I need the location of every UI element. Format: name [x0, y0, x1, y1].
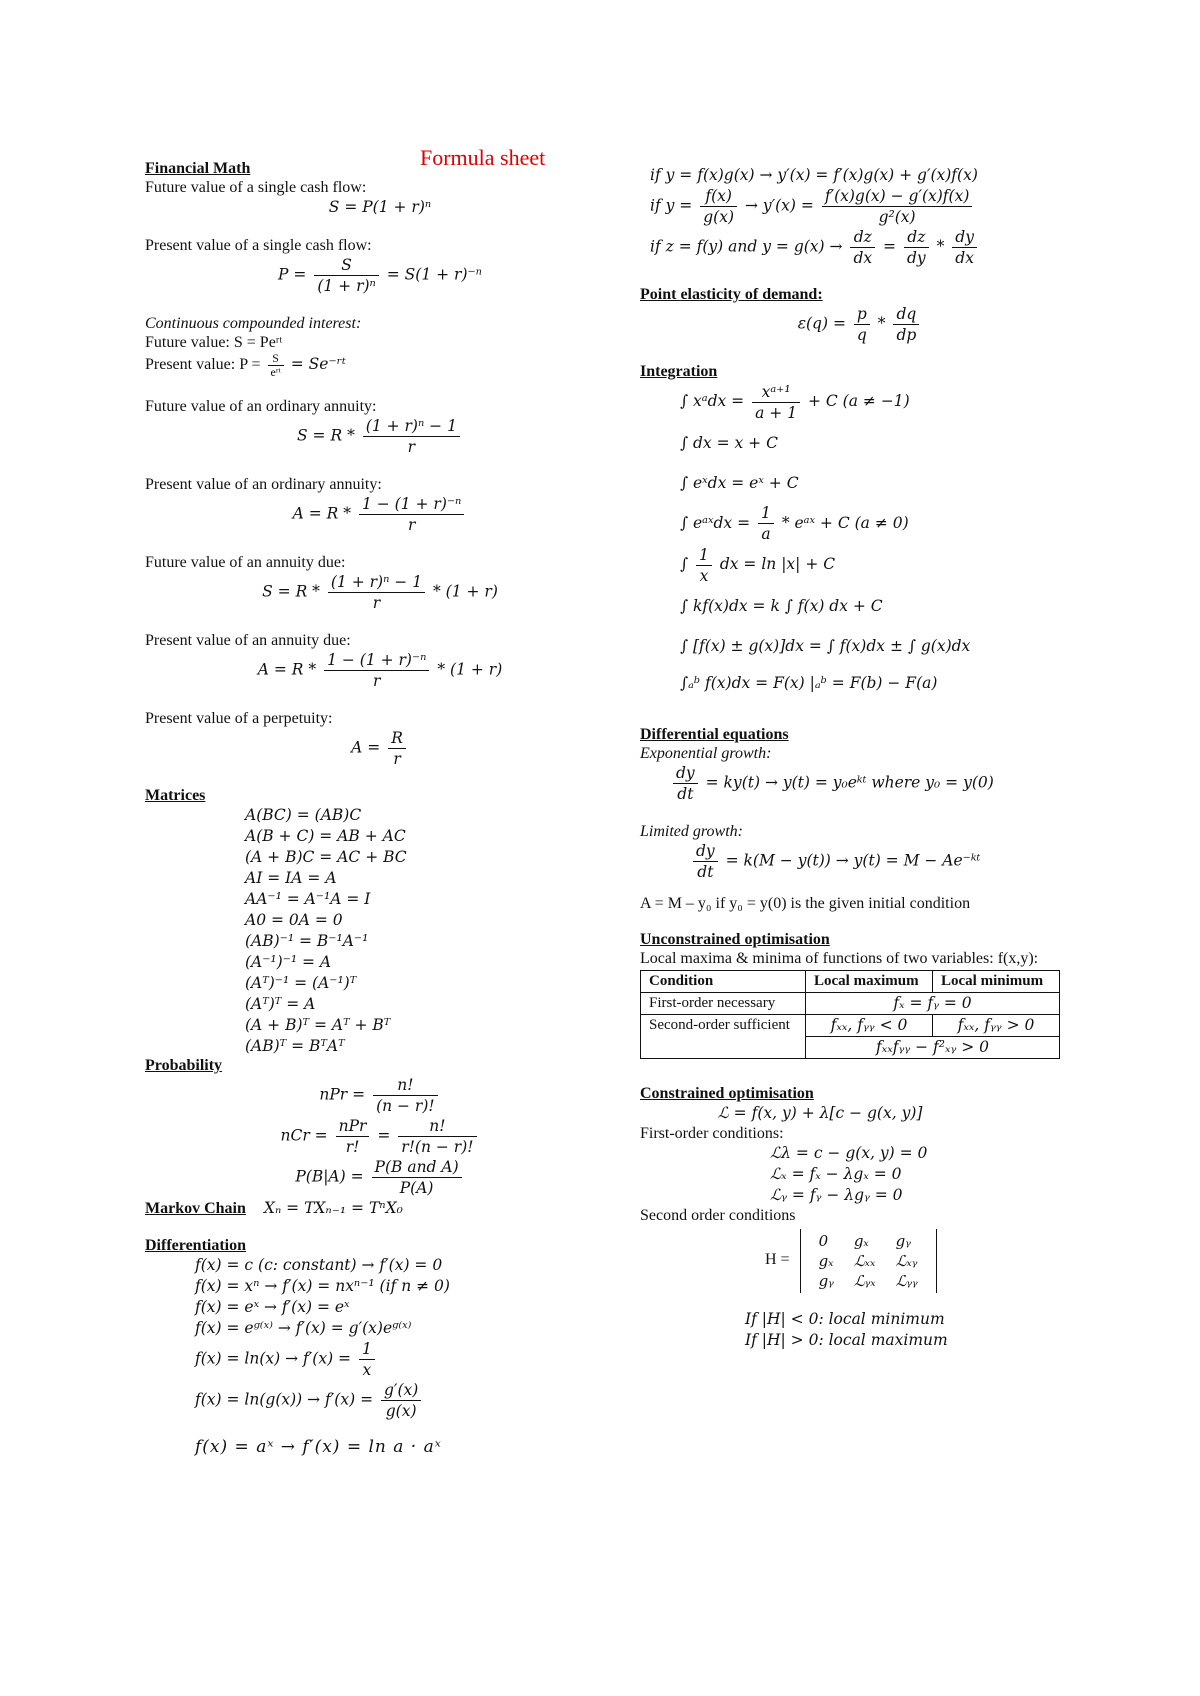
integral-exp: ∫ eˣdx = eˣ + C	[680, 473, 799, 492]
hessian-cell: ℒᵧᵧ	[895, 1271, 918, 1290]
matrix-identity: (Aᵀ)ᵀ = A	[245, 995, 316, 1013]
matrix-identity: A0 = 0A = 0	[245, 911, 343, 929]
cond-lhs: P(B|A) =	[295, 1167, 364, 1186]
matrices-list	[245, 805, 615, 1057]
limited-growth-formula	[690, 841, 1080, 882]
page-title: Formula sheet	[420, 145, 546, 170]
table-header-max: Local maximum	[806, 970, 933, 992]
elasticity-formula	[640, 304, 1080, 345]
pv-ordinary-lhs: A = R *	[292, 504, 352, 523]
unconstrained-heading: Unconstrained optimisation	[640, 930, 830, 948]
npr-formula	[145, 1075, 615, 1116]
limited-growth-note: A = M – y₀ if y₀ = y(0) is the given initial condition	[640, 894, 971, 912]
differentiation-rule: f(x) = xⁿ → f′(x) = nxⁿ⁻¹ (if n ≠ 0)	[195, 1277, 450, 1295]
table-header-min: Local minimum	[933, 970, 1060, 992]
pv-single-label: Present value of a single cash flow:	[145, 237, 372, 254]
table-row-first-order-value: fₓ = fᵧ = 0	[806, 992, 1060, 1014]
continuous-pv-rhs: = Se⁻ʳᵗ	[290, 355, 346, 374]
exp-den: dt	[673, 783, 698, 804]
matrix-identity: (A⁻¹)⁻¹ = A	[245, 953, 332, 971]
exp-rhs: = ky(t) → y(t) = y₀eᵏᵗ where y₀ = y(0)	[705, 773, 994, 791]
perpetuity-num: R	[391, 729, 403, 747]
product-rule: if y = f(x)g(x) → y′(x) = f′(x)g(x) + g′(x)f(x)	[650, 166, 978, 184]
npr-lhs: nPr =	[319, 1085, 366, 1104]
ncr-den1: r!	[336, 1136, 370, 1157]
elasticity-heading: Point elasticity of demand:	[640, 286, 823, 303]
markov-heading: Markov Chain	[145, 1199, 246, 1217]
pv-ordinary-formula	[145, 494, 615, 535]
pv-ordinary-num: 1 − (1 + r)⁻ⁿ	[361, 495, 462, 513]
int4-num: 1	[761, 504, 771, 522]
cond-num: P(B and A)	[374, 1158, 459, 1176]
elas-n1: p	[856, 305, 867, 323]
hessian-cell: gᵧ	[895, 1231, 911, 1250]
integral-scalar: ∫ kf(x)dx = k ∫ f(x) dx + C	[680, 596, 883, 615]
quot-den2: g²(x)	[822, 206, 973, 227]
table-header-condition: Condition	[641, 970, 806, 992]
pv-single-formula	[145, 255, 615, 296]
fv-ordinary-lhs: S = R *	[297, 426, 355, 445]
fv-due-den: r	[328, 592, 425, 613]
if-local-maximum: If |H| > 0: local maximum	[745, 1330, 948, 1349]
elas-d2: dp	[893, 324, 919, 345]
pv-single-num: S	[341, 256, 352, 274]
hessian-cell: gₓ	[818, 1251, 834, 1270]
ln-den: x	[359, 1359, 375, 1380]
matrix-identity: (AB)⁻¹ = B⁻¹A⁻¹	[245, 932, 369, 950]
matrix-identity: (AB)ᵀ = BᵀAᵀ	[245, 1037, 345, 1055]
ncr-num1: nPr	[338, 1117, 367, 1135]
ncr-num2: n!	[429, 1117, 446, 1135]
int5-rhs: dx = ln |x| + C	[719, 555, 836, 573]
perpetuity-lhs: A =	[351, 738, 381, 757]
integration-heading: Integration	[640, 363, 718, 380]
int5-den: x	[696, 565, 712, 586]
matrix-identity: AA⁻¹ = A⁻¹A = I	[245, 890, 371, 908]
constrained-heading: Constrained optimisation	[640, 1084, 814, 1102]
fv-due-formula	[145, 572, 615, 613]
lim-rhs: = k(M − y(t)) → y(t) = M − Ae⁻ᵏᵗ	[725, 851, 981, 869]
ln-rule	[195, 1339, 615, 1380]
financial-math-heading: Financial Math	[145, 160, 251, 177]
first-order-conditions-list	[770, 1143, 1080, 1206]
pv-due-num: 1 − (1 + r)⁻ⁿ	[327, 651, 427, 669]
integral-power	[680, 381, 1080, 423]
matrices-heading: Matrices	[145, 787, 206, 804]
ln-g-den: g(x)	[381, 1400, 421, 1421]
perpetuity-label: Present value of a perpetuity:	[145, 710, 333, 727]
int1-num: xᵃ⁺¹	[761, 382, 791, 401]
npr-num: n!	[397, 1076, 414, 1094]
pv-due-lhs: A = R *	[257, 660, 317, 679]
ncr-formula	[145, 1116, 615, 1157]
continuous-pv-den: eʳᵗ	[268, 365, 284, 379]
fv-ordinary-den: r	[363, 436, 460, 457]
pv-single-den: (1 + r)ⁿ	[314, 275, 379, 296]
table-row-second-order-hessian: fₓₓfᵧᵧ − f²ₓᵧ > 0	[806, 1036, 1060, 1058]
continuous-fv: Future value: S = Peʳᵗ	[145, 334, 283, 351]
lim-num: dy	[696, 841, 715, 860]
chain-n3: dy	[955, 228, 974, 246]
pv-single-rhs: = S(1 + r)⁻ⁿ	[386, 265, 482, 284]
int4-rhs: * eᵃˣ + C (a ≠ 0)	[781, 513, 909, 532]
integral-sum: ∫ [f(x) ± g(x)]dx = ∫ f(x)dx ± ∫ g(x)dx	[680, 636, 971, 655]
ln-g-lhs: f(x) = ln(g(x)) → f′(x) =	[195, 1390, 374, 1409]
hessian-cell: gₓ	[853, 1231, 869, 1250]
second-order-conditions-label: Second order conditions	[640, 1206, 796, 1224]
matrix-identity: (Aᵀ)⁻¹ = (A⁻¹)ᵀ	[245, 974, 357, 992]
differentiation-list	[195, 1255, 615, 1339]
fv-due-label: Future value of an annuity due:	[145, 554, 346, 571]
integral-constant: ∫ dx = x + C	[680, 433, 778, 452]
int4-lhs: ∫ eᵃˣdx =	[680, 513, 751, 532]
ncr-den2: r!(n − r)!	[398, 1136, 476, 1157]
quot-lhs: if y =	[650, 196, 693, 215]
fv-due-lhs: S = R *	[262, 582, 320, 601]
hessian-block	[765, 1229, 1080, 1293]
matrix-identity: A(B + C) = AB + AC	[245, 827, 406, 845]
quot-num: f(x)	[705, 187, 732, 205]
chain-n2: dz	[907, 228, 926, 246]
differentiation-heading: Differentiation	[145, 1237, 247, 1254]
exp-num: dy	[676, 763, 695, 782]
pv-ordinary-label: Present value of an ordinary annuity:	[145, 476, 382, 493]
pv-ordinary-den: r	[359, 514, 464, 535]
lim-den: dt	[693, 861, 718, 882]
ln-g-rule	[195, 1380, 615, 1421]
left-column	[145, 160, 615, 1457]
hessian-cell: ℒₓₓ	[853, 1251, 876, 1270]
integral-definite: ∫ₐᵇ f(x)dx = F(x) |ₐᵇ = F(b) − F(a)	[680, 673, 938, 692]
handwritten-note: f(x) = aˣ → f′(x) = ln a · aˣ	[195, 1437, 442, 1457]
pv-due-rhs: * (1 + r)	[437, 660, 503, 679]
differentiation-rule: f(x) = c (c: constant) → f′(x) = 0	[195, 1256, 443, 1274]
npr-den: (n − r)!	[373, 1095, 438, 1116]
exponential-growth-label: Exponential growth:	[640, 744, 772, 762]
ncr-lhs: nCr =	[280, 1126, 328, 1145]
fv-due-rhs: * (1 + r)	[433, 582, 498, 601]
probability-heading: Probability	[145, 1057, 223, 1074]
continuous-pv	[145, 352, 615, 379]
right-column	[640, 165, 1080, 1351]
table-row-second-order-min: fₓₓ, fᵧᵧ > 0	[933, 1014, 1060, 1036]
exponential-growth-formula	[670, 763, 1080, 804]
first-order-conditions-label: First-order conditions:	[640, 1124, 784, 1142]
continuous-pv-num: S	[272, 351, 279, 365]
hessian-cell: gᵧ	[818, 1271, 834, 1290]
elas-mul: *	[877, 314, 886, 333]
continuous-pv-lhs: Present value: P =	[145, 356, 261, 374]
chain-lhs: if z = f(y) and y = g(x) →	[650, 237, 843, 256]
chain-d2: dy	[904, 247, 929, 268]
first-order-condition: ℒₓ = fₓ − λgₓ = 0	[770, 1164, 902, 1183]
first-order-condition: ℒλ = c − g(x, y) = 0	[770, 1143, 928, 1162]
limited-growth-label: Limited growth:	[640, 822, 743, 840]
matrix-identity: (A + B)ᵀ = Aᵀ + Bᵀ	[245, 1016, 391, 1034]
int5-lhs: ∫	[680, 555, 689, 573]
integral-exp-a	[680, 503, 1080, 545]
int5-num: 1	[699, 545, 709, 564]
quot-den: g(x)	[700, 206, 737, 227]
hessian-cell: ℒₓᵧ	[895, 1251, 918, 1270]
elas-n2: dq	[896, 305, 917, 323]
hessian-cell: 0	[818, 1231, 829, 1250]
integral-reciprocal	[680, 544, 1080, 586]
elas-lhs: ε(q) =	[797, 314, 846, 333]
int1-lhs: ∫ xᵃdx =	[680, 392, 745, 410]
hessian-lhs: H =	[765, 1251, 790, 1269]
chain-mul: *	[936, 237, 945, 256]
chain-n1: dz	[853, 228, 872, 246]
pv-due-formula	[145, 650, 615, 691]
hessian-matrix	[800, 1229, 937, 1293]
table-row-second-order-max: fₓₓ, fᵧᵧ < 0	[806, 1014, 933, 1036]
table-row-first-order-label: First-order necessary	[641, 992, 806, 1014]
matrix-identity: (A + B)C = AC + BC	[245, 848, 407, 866]
table-row-second-order-label: Second-order sufficient	[641, 1014, 806, 1058]
optimisation-conditions-table	[640, 970, 1060, 1059]
ln-g-num: g′(x)	[384, 1381, 419, 1399]
matrix-identity: A(BC) = (AB)C	[245, 806, 362, 824]
chain-eq: =	[883, 237, 897, 256]
pv-due-den: r	[324, 670, 429, 691]
markov-formula: Xₙ = TXₙ₋₁ = TⁿX₀	[263, 1199, 403, 1217]
quot-num2: f′(x)g(x) − g′(x)f(x)	[824, 187, 970, 205]
fv-ordinary-num: (1 + r)ⁿ − 1	[365, 417, 457, 435]
fv-single-formula: S = P(1 + r)ⁿ	[328, 198, 432, 216]
quotient-rule	[650, 186, 1080, 227]
pv-single-lhs: P =	[278, 265, 307, 284]
int1-den: a + 1	[752, 402, 800, 423]
differentiation-rule: f(x) = eᵍ⁽ˣ⁾ → f′(x) = g′(x)eᵍ⁽ˣ⁾	[195, 1319, 412, 1337]
hessian-cell: ℒᵧₓ	[853, 1271, 876, 1290]
differential-equations-heading: Differential equations	[640, 725, 789, 743]
cond-den: P(A)	[372, 1177, 462, 1198]
first-order-condition: ℒᵧ = fᵧ − λgᵧ = 0	[770, 1185, 903, 1204]
perpetuity-formula	[145, 728, 615, 769]
unconstrained-text: Local maxima & minima of functions of two variables: f(x,y):	[640, 949, 1039, 967]
conditional-probability-formula	[145, 1157, 615, 1198]
quot-mid: → y′(x) =	[744, 196, 814, 215]
chain-rule	[650, 227, 1080, 268]
lagrangian: ℒ = f(x, y) + λ[c − g(x, y)]	[717, 1103, 923, 1122]
perpetuity-den: r	[388, 748, 406, 769]
ln-num: 1	[361, 1340, 372, 1358]
fv-single-label: Future value of a single cash flow:	[145, 179, 367, 196]
ln-lhs: f(x) = ln(x) → f′(x) =	[195, 1349, 352, 1368]
matrix-identity: AI = IA = A	[245, 869, 337, 887]
differentiation-rule: f(x) = eˣ → f′(x) = eˣ	[195, 1298, 350, 1316]
ncr-eq: =	[377, 1126, 391, 1145]
fv-ordinary-formula	[145, 416, 615, 457]
continuous-heading: Continuous compounded interest:	[145, 315, 362, 332]
fv-due-num: (1 + r)ⁿ − 1	[330, 573, 423, 591]
int1-rhs: + C (a ≠ −1)	[807, 392, 910, 410]
chain-d3: dx	[952, 247, 977, 268]
pv-due-label: Present value of an annuity due:	[145, 632, 351, 649]
if-local-minimum: If |H| < 0: local minimum	[745, 1309, 945, 1328]
chain-d1: dx	[850, 247, 875, 268]
fv-ordinary-label: Future value of an ordinary annuity:	[145, 398, 377, 415]
elas-d1: q	[854, 324, 870, 345]
int4-den: a	[758, 523, 774, 544]
